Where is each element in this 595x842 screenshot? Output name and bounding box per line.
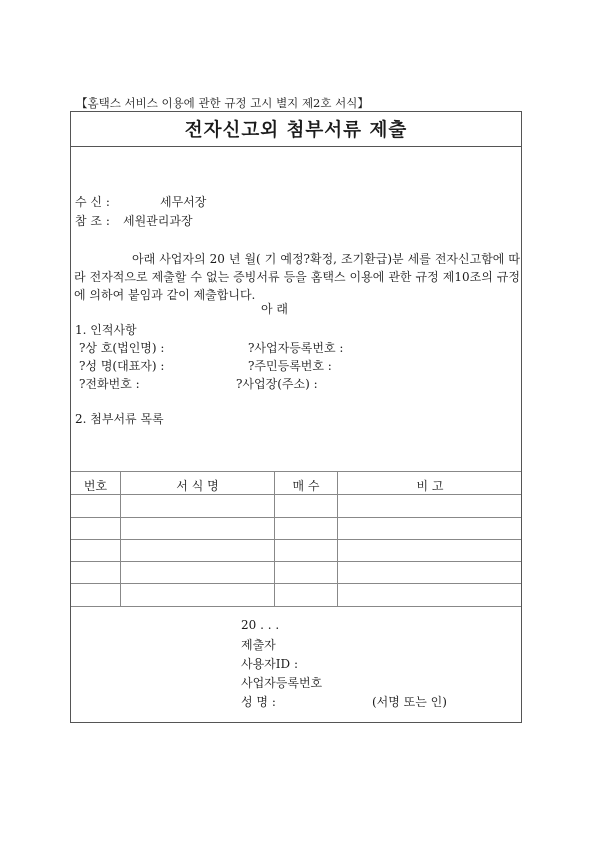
- column-header-no: 번호: [83, 479, 108, 493]
- field-trade-name: ?상 호(법인명) :: [79, 341, 165, 355]
- recipient-to-label: 수 신 :: [75, 195, 110, 209]
- personal-info-heading: 1. 인적사항: [75, 323, 137, 337]
- column-header-remarks: 비 고: [416, 479, 444, 493]
- table-row-line: [71, 561, 521, 562]
- below-heading: 아 래: [261, 302, 288, 316]
- submission-date: 20 . . .: [241, 618, 280, 632]
- column-header-form-name: 서 식 명: [176, 479, 219, 493]
- table-row-line: [71, 539, 521, 540]
- table-row-line: [71, 583, 521, 584]
- recipient-ref-value: 세원관리과장: [123, 214, 193, 228]
- signature-note: (서명 또는 인): [372, 695, 447, 709]
- field-resident-no: ?주민등록번호 :: [248, 359, 332, 373]
- submission-statement: [74, 250, 520, 304]
- table-header-border: [71, 494, 521, 495]
- field-phone: ?전화번호 :: [79, 377, 140, 391]
- user-id-label: 사용자ID :: [241, 657, 298, 671]
- recipient-ref-label: 참 조 :: [75, 214, 110, 228]
- submitter-label: 제출자: [241, 638, 276, 652]
- field-biz-reg-no: ?사업자등록번호 :: [248, 341, 344, 355]
- form-caption: 【홈택스 서비스 이용에 관한 규정 고시 별지 제2호 서식】: [76, 96, 369, 110]
- column-header-count: 매 수: [292, 479, 320, 493]
- name-label: 성 명 :: [241, 695, 276, 709]
- field-representative: ?성 명(대표자) :: [79, 359, 165, 373]
- biz-reg-no-label: 사업자등록번호: [241, 676, 323, 690]
- table-bottom-border: [71, 606, 521, 607]
- form-title: 전자신고외 첨부서류 제출: [184, 120, 408, 141]
- recipient-to-value: 세무서장: [160, 195, 207, 209]
- field-address: ?사업장(주소) :: [236, 377, 318, 391]
- submission-form: [70, 111, 522, 723]
- attachment-list-heading: 2. 첨부서류 목록: [75, 412, 164, 426]
- table-top-border: [71, 471, 521, 472]
- statement-text: 아래 사업자의 20 년 월( 기 예정?확정, 조기환급)분 세를 전자신고함에 따라 전자적으로 제출할 수 없는 증빙서류 등을 홈택스 이용에 관한 규정 제10조의 규정에 의하여 붙임과 같이 제출합니다.: [74, 252, 520, 302]
- title-row: [71, 112, 521, 147]
- table-row-line: [71, 517, 521, 518]
